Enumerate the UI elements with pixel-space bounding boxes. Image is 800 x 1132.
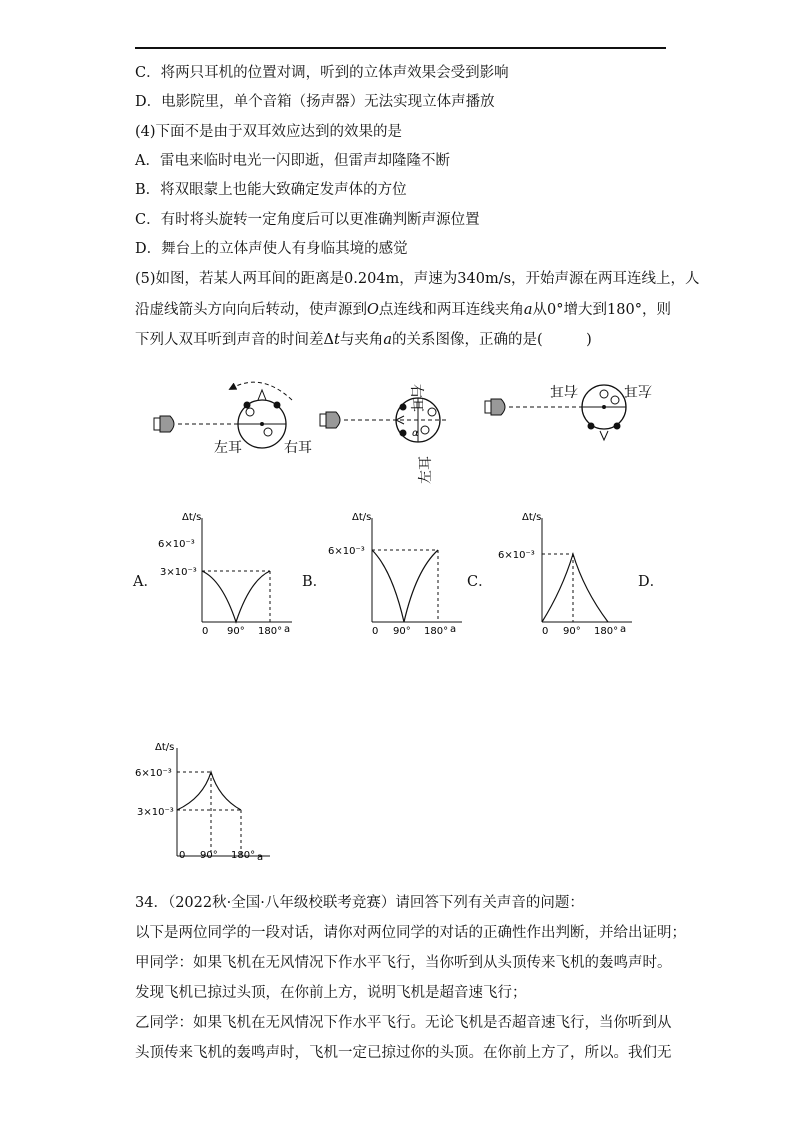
graph-d-origin: 0 <box>179 850 186 861</box>
figure1-left-ear-label: 左耳 <box>214 440 242 456</box>
graph-c-x-label: a <box>620 624 627 635</box>
graph-d-tick-3: 3×10⁻³ <box>137 807 174 818</box>
graph-a-tick-180: 180° <box>258 626 283 635</box>
graph-d-tick-180: 180° <box>231 850 256 861</box>
graph-b-origin: 0 <box>372 626 379 635</box>
q33-part5-line2: 沿虚线箭头方向向后转动，使声源到O点连线和两耳连线夹角a从0°增大到180°，则 <box>135 302 671 318</box>
option-b-label: B． <box>302 574 328 590</box>
graph-a-x-label: a <box>284 624 291 635</box>
header-rule <box>135 47 666 49</box>
q33-part4-stem: (4)下面不是由于双耳效应达到的效果的是 <box>135 124 403 140</box>
graph-c-y-label: Δt/s <box>522 512 542 523</box>
figure2-angle-label: α <box>412 428 419 439</box>
graph-a-y-label: Δt/s <box>182 512 202 523</box>
graph-c-origin: 0 <box>542 626 549 635</box>
q33-part4-option-d: D．舞台上的立体声使人有身临其境的感觉 <box>135 241 408 257</box>
figure2-speaker-icon <box>320 412 340 428</box>
graph-a-tick-6: 6×10⁻³ <box>158 539 195 550</box>
q34-line5: 乙同学：如果飞机在无风情况下作水平飞行。无论飞机是否超音速飞行，当你听到从 <box>135 1015 672 1031</box>
q34-line4: 发现飞机已掠过头顶，在你前上方，说明飞机是超音速飞行； <box>135 985 527 1001</box>
graph-a-origin: 0 <box>202 626 209 635</box>
graph-a-curve <box>202 571 270 622</box>
q34-line6: 头顶传来飞机的轰鸣声时，飞机一定已掠过你的头顶。在你前上方了，所以。我们无 <box>135 1045 672 1061</box>
graph-b-x-label: a <box>450 624 457 635</box>
q33-part4-option-b: B．将双眼蒙上也能大致确定发声体的方位 <box>135 182 407 198</box>
q34-stem: 34．（2022秋·全国·八年级校联考竞赛）请回答下列有关声音的问题： <box>135 895 584 911</box>
graph-option-d <box>125 740 285 865</box>
q33-option-d-3: D．电影院里，单个音箱（扬声器）无法实现立体声播放 <box>135 94 495 110</box>
graph-d-tick-90: 90° <box>200 850 218 861</box>
graph-c-tick-6: 6×10⁻³ <box>498 550 535 561</box>
q33-part5-line1: (5)如图，若某人两耳间的距离是0.204m，声速为340m/s，开始声源在两耳连线上，人 <box>135 271 700 287</box>
q34-line3: 甲同学：如果飞机在无风情况下作水平飞行，当你听到从头顶传来飞机的轰鸣声时。 <box>135 955 672 971</box>
graph-b-tick-180: 180° <box>424 626 449 635</box>
graph-b-tick-90: 90° <box>393 626 411 635</box>
graph-d-x-label: a <box>257 852 264 863</box>
graph-c-tick-180: 180° <box>594 626 619 635</box>
graph-d-y-label: Δt/s <box>155 742 175 753</box>
graph-c-tick-90: 90° <box>563 626 581 635</box>
graph-a-tick-90: 90° <box>227 626 245 635</box>
option-a-label: A． <box>133 574 158 590</box>
figure3-left-ear-label: 左耳 <box>624 382 652 398</box>
figure1-speaker-icon <box>154 416 174 432</box>
figure2-right-ear-label: 右耳 <box>408 384 424 412</box>
q33-part4-option-a: A．雷电来临时电光一闪即逝，但雷声却隆隆不断 <box>135 153 450 169</box>
graph-d-curve <box>177 772 241 810</box>
graph-a-tick-3: 3×10⁻³ <box>160 567 197 578</box>
graph-option-c <box>490 510 640 635</box>
graph-option-b <box>320 510 470 635</box>
figure1-right-ear-label: 右耳 <box>284 440 312 456</box>
q33-part4-option-c: C．有时将头旋转一定角度后可以更准确判断声源位置 <box>135 212 480 228</box>
graph-b-curve <box>372 550 438 622</box>
q33-part5-line3: 下列人双耳听到声音的时间差Δt与夹角a的关系图像，正确的是( ) <box>135 332 592 348</box>
graph-c-curve <box>542 554 608 622</box>
figure3-speaker-icon <box>485 399 505 415</box>
graph-b-y-label: Δt/s <box>352 512 372 523</box>
option-c-label: C． <box>467 574 493 590</box>
graph-b-tick-6: 6×10⁻³ <box>328 546 365 557</box>
graph-d-tick-6: 6×10⁻³ <box>135 768 172 779</box>
figure2-left-ear-label: 左耳 <box>418 456 434 484</box>
graph-option-a <box>150 510 300 635</box>
q33-option-c-3: C．将两只耳机的位置对调，听到的立体声效果会受到影响 <box>135 65 509 81</box>
head-rotation-figure <box>0 360 800 500</box>
option-d-label: D． <box>638 574 665 590</box>
figure3-right-ear-label: 右耳 <box>550 382 578 398</box>
q34-line2: 以下是两位同学的一段对话，请你对两位同学的对话的正确性作出判断，并给出证明； <box>135 925 686 941</box>
